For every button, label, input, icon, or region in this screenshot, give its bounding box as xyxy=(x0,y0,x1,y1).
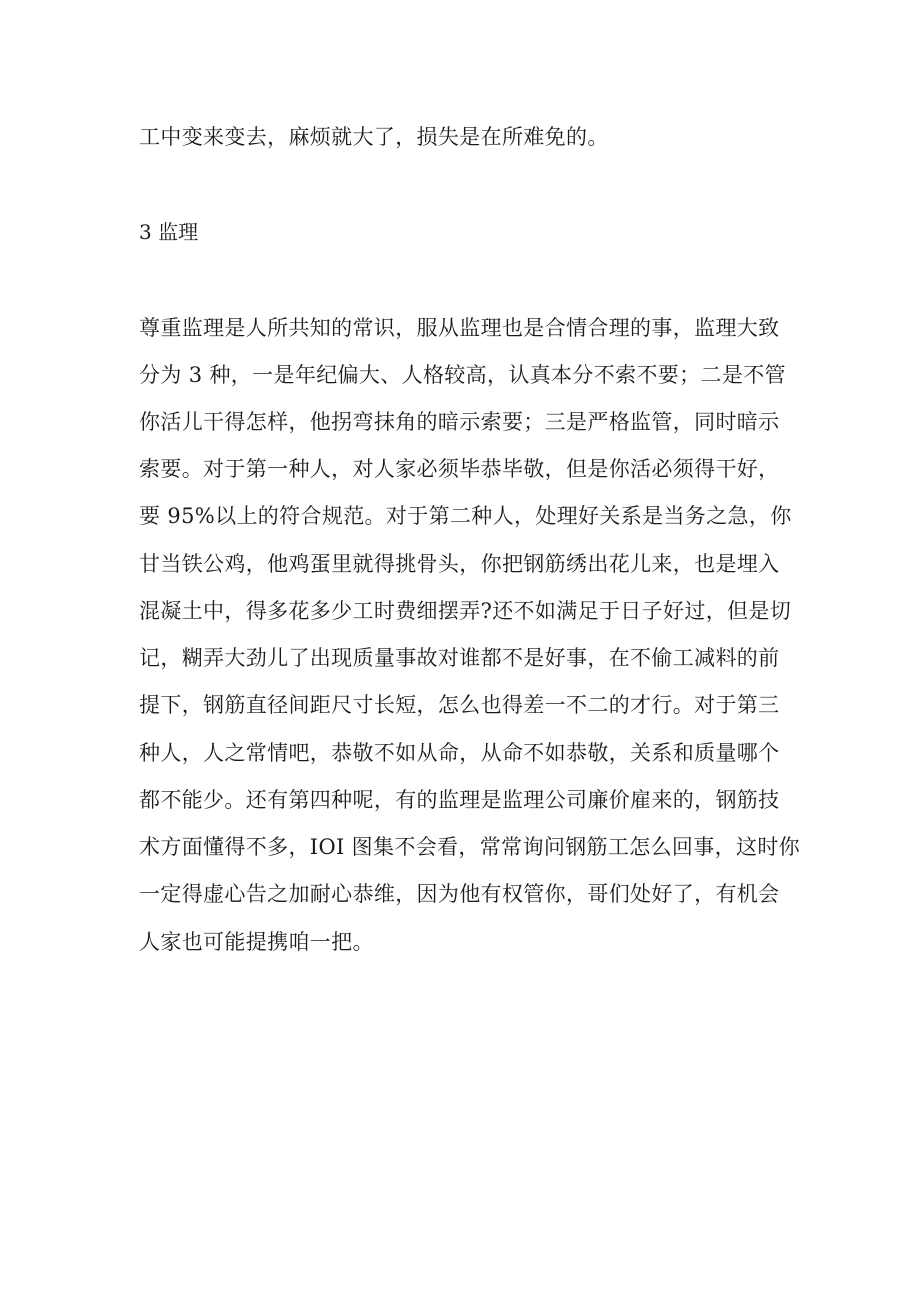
paragraph-line: 术方面懂得不多，IOI 图集不会看，常常询问钢筋工怎么回事，这时你 xyxy=(139,835,801,859)
section-heading: 3 监理 xyxy=(139,220,199,244)
paragraph-line: 都不能少。还有第四种呢，有的监理是监理公司廉价雇来的，钢筋技 xyxy=(139,788,780,812)
paragraph-line: 人家也可能提携咱一把。 xyxy=(139,930,374,954)
paragraph-line: 混凝土中，得多花多少工时费细摆弄?还不如满足于日子好过，但是切 xyxy=(139,599,792,623)
paragraph-line: 甘当铁公鸡，他鸡蛋里就得挑骨头，你把钢筋绣出花儿来，也是埋入 xyxy=(139,552,780,576)
paragraph-line: 尊重监理是人所共知的常识，服从监理也是合情合理的事，监理大致 xyxy=(139,316,780,340)
paragraph-line: 你活儿干得怎样，他拐弯抹角的暗示索要；三是严格监管，同时暗示 xyxy=(139,410,780,434)
paragraph-line: 种人，人之常情吧，恭敬不如从命，从命不如恭敬，关系和质量哪个 xyxy=(139,741,780,765)
paragraph-line: 分为 3 种，一是年纪偏大、人格较高，认真本分不索不要；二是不管 xyxy=(139,363,786,387)
paragraph-line: 一定得虚心告之加耐心恭维，因为他有权管你，哥们处好了，有机会 xyxy=(139,882,780,906)
paragraph-line: 记，糊弄大劲儿了出现质量事故对谁都不是好事，在不偷工减料的前 xyxy=(139,646,780,670)
paragraph-line: 提下，钢筋直径间距尺寸长短，怎么也得差一不二的才行。对于第三 xyxy=(139,693,780,717)
paragraph-line: 索要。对于第一种人，对人家必须毕恭毕敬，但是你活必须得干好， xyxy=(139,457,780,481)
paragraph-line: 要 95%以上的符合规范。对于第二种人，处理好关系是当务之急，你 xyxy=(139,504,792,528)
intro-line: 工中变来变去，麻烦就大了，损失是在所难免的。 xyxy=(139,125,609,149)
